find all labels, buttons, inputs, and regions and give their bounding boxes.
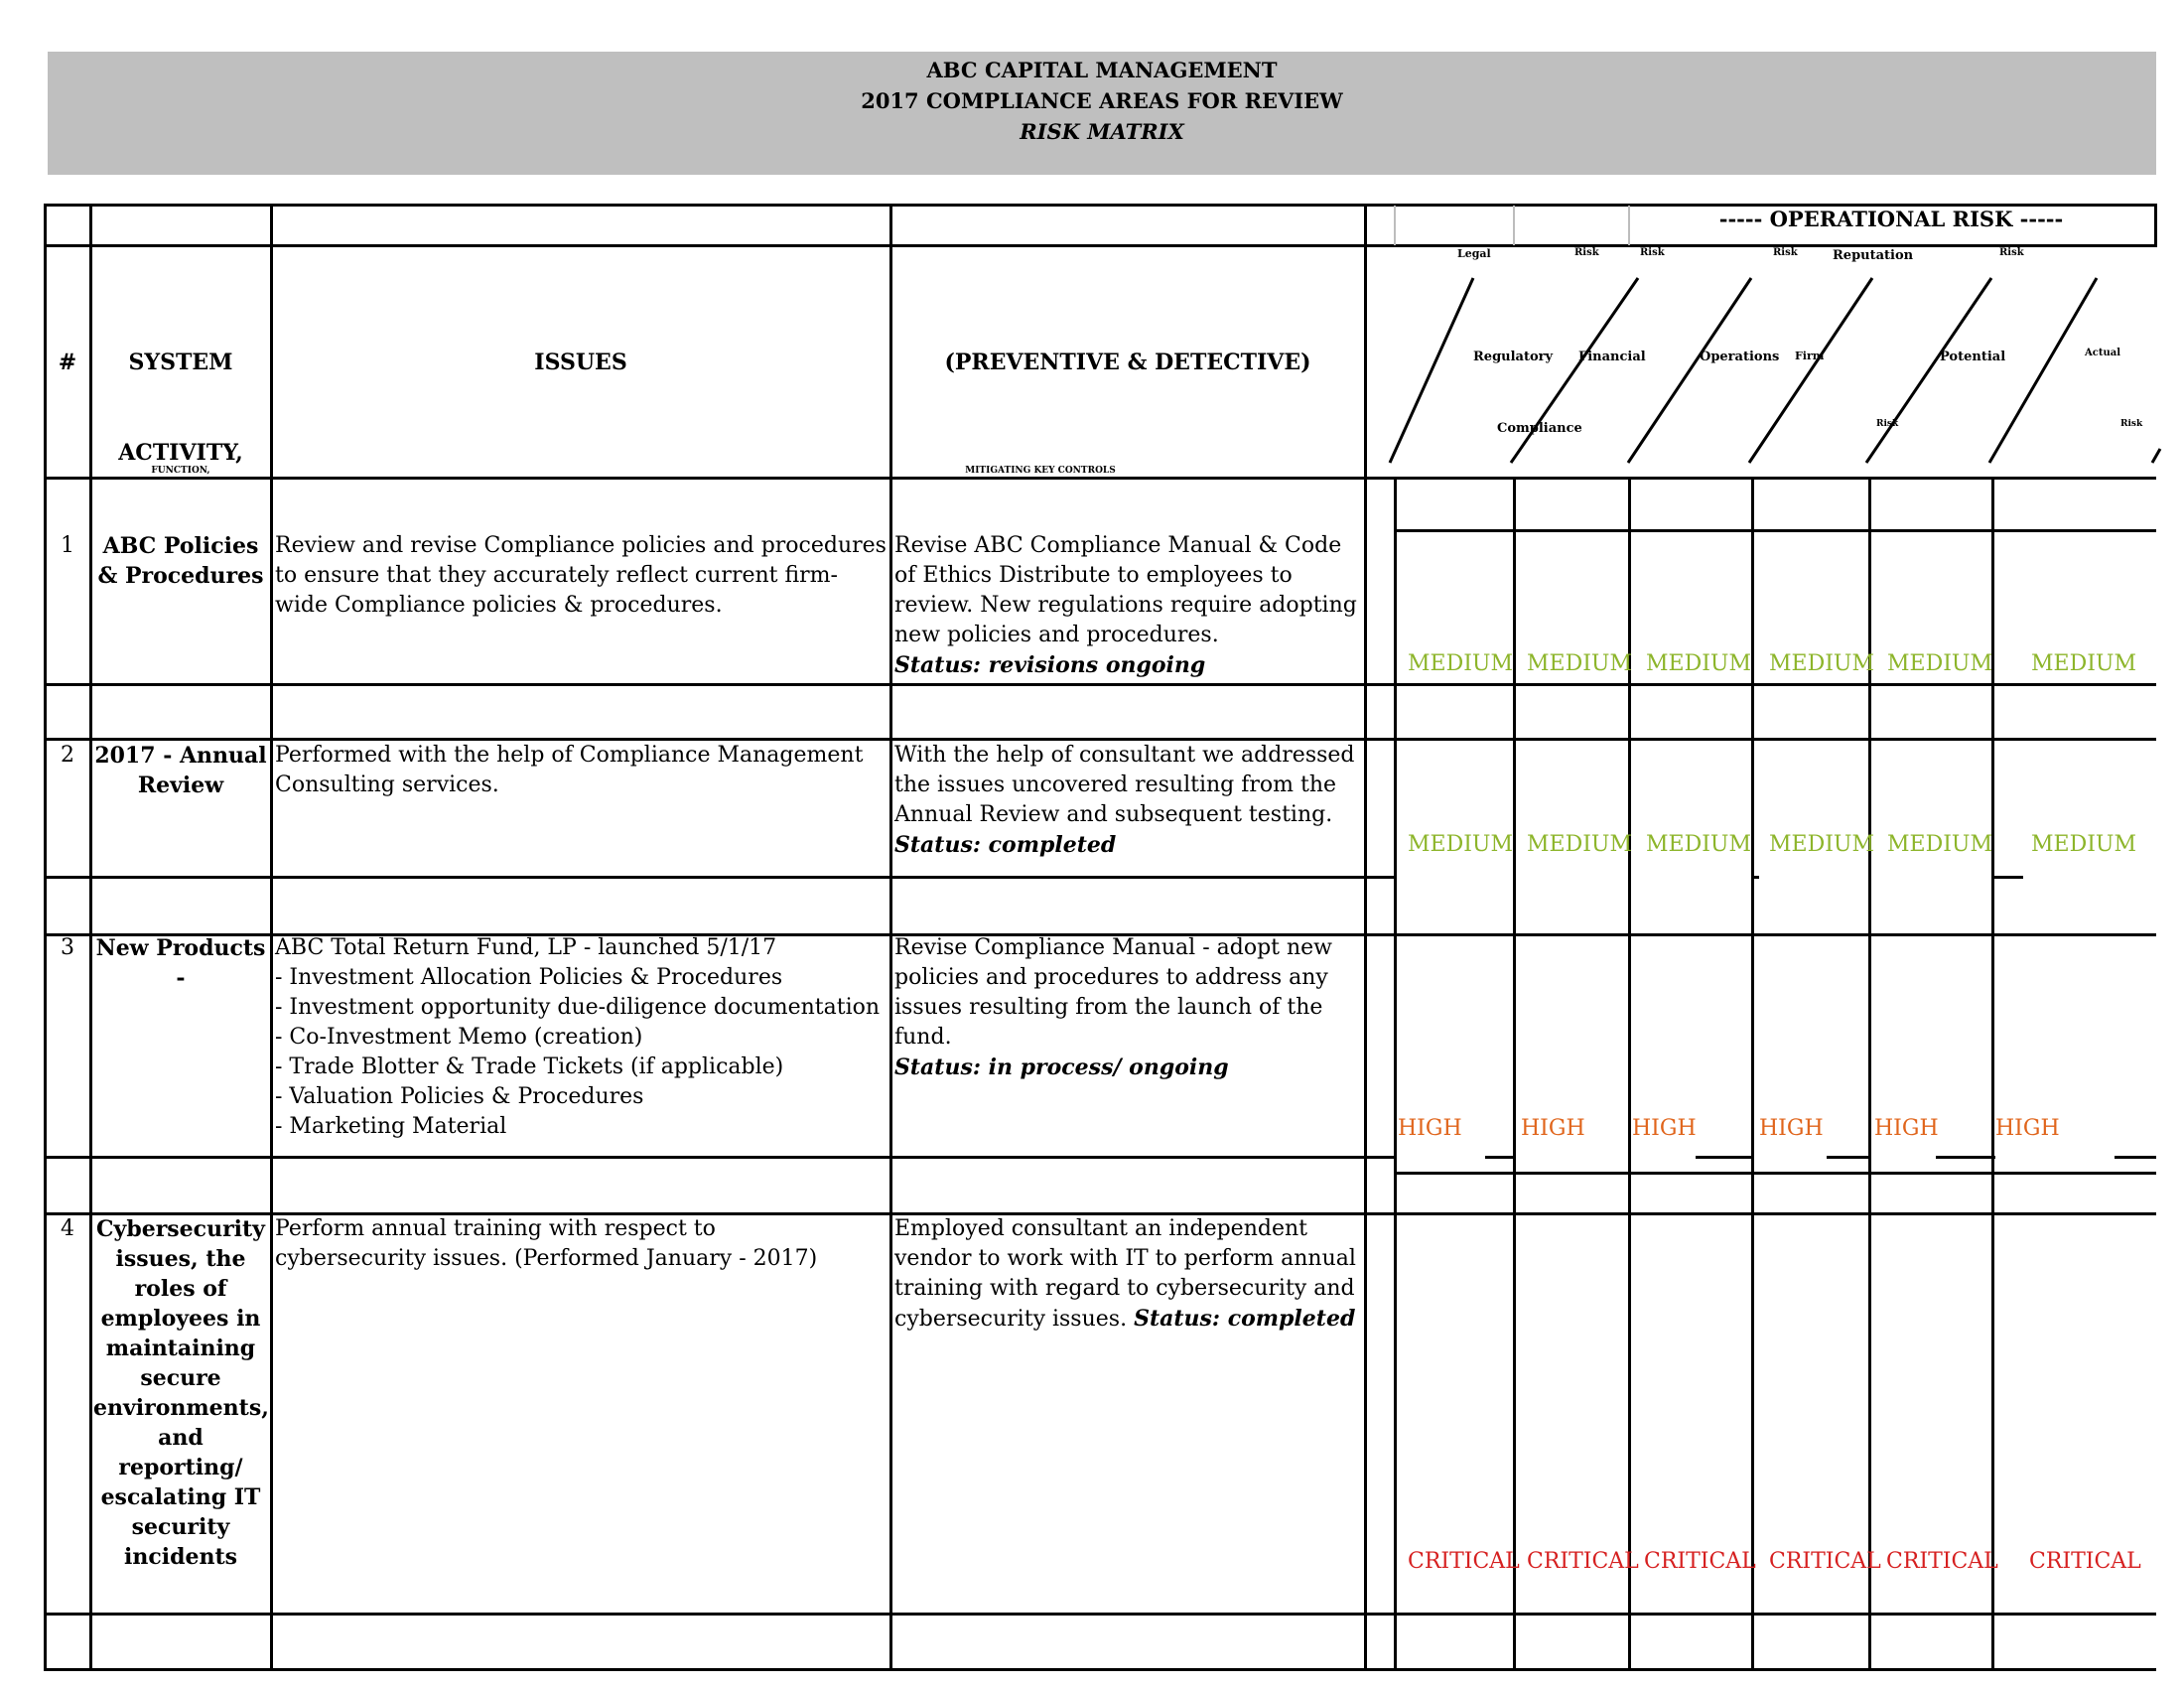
row-3-issue-line: - Investment opportunity due-diligence documentation [275, 995, 881, 1020]
row-4-risk-reputation: CRITICAL [1769, 1549, 1881, 1574]
row-3-issues [275, 933, 888, 1142]
row-3-issue-line: - Trade Blotter & Trade Tickets (if applicable) [275, 1055, 784, 1079]
row-2-risk-potential: MEDIUM [1887, 832, 1992, 857]
row-3-risk-financial: HIGH [1521, 1116, 1585, 1141]
document-subtitle: RISK MATRIX [1020, 119, 1184, 144]
row-1-risk-reputation: MEDIUM [1769, 651, 1874, 676]
risk-label-potential: Potential [1940, 350, 2006, 364]
risk-label-risk-5: Risk [1999, 247, 2024, 258]
row-3-risk-legal: HIGH [1398, 1116, 1462, 1141]
risk-label-operations: Operations [1700, 350, 1780, 364]
row-4-controls [894, 1214, 1361, 1335]
column-function-header: FUNCTION, [151, 466, 210, 476]
risk-label-risk-3: Risk [1773, 247, 1798, 258]
row-1-number: 1 [61, 533, 74, 558]
row-1-controls [894, 531, 1361, 681]
row-4-status: Status: completed [1134, 1306, 1356, 1332]
row-1-risk-potential: MEDIUM [1887, 651, 1992, 676]
row-1-risk-actual: MEDIUM [2031, 651, 2136, 676]
row-3-issue-line: - Marketing Material [275, 1114, 507, 1139]
diagonal-line [1989, 278, 2097, 463]
document-title: 2017 COMPLIANCE AREAS FOR REVIEW [861, 88, 1343, 113]
row-3-system: New Products - [95, 935, 266, 991]
row-2-system: 2017 - Annual Review [94, 743, 267, 798]
row-2-risk-operations: MEDIUM [1646, 832, 1751, 857]
row-4-risk-actual: CRITICAL [2029, 1549, 2141, 1574]
row-2-status: Status: completed [894, 832, 1117, 858]
row-1-status: Status: revisions ongoing [894, 652, 1206, 678]
row-1-controls-text: Revise ABC Compliance Manual & Code of Ethics Distribute to employees to review. New regulations require adopting new policies and procedures. [894, 533, 1357, 647]
row-4-controls-text: Employed consultant an independent vendor to work with IT to perform annual training with regard to cybersecurity and cybersecurity issues. [894, 1216, 1356, 1332]
risk-label-legal: Legal [1457, 247, 1491, 260]
diagonal-line [2152, 449, 2160, 463]
row-1-issues: Review and revise Compliance policies and procedures to ensure that they accurately reflect current firm-wide Compliance policies & procedures. [275, 533, 887, 618]
risk-label-compliance: Compliance [1497, 421, 1582, 436]
column-issues-header: ISSUES [534, 350, 627, 375]
risk-label-risk-2: Risk [1640, 247, 1665, 258]
row-3-risk-reputation: HIGH [1759, 1116, 1824, 1141]
row-4-system: Cybersecurity issues, the roles of employees in maintaining secure environments, and reporting/ escalating IT security incidents [93, 1216, 269, 1570]
row-2-number: 2 [61, 743, 74, 768]
row-2-controls [894, 741, 1361, 861]
row-4-risk-financial: CRITICAL [1527, 1549, 1639, 1574]
column-activity-header: ACTIVITY, [118, 440, 243, 466]
row-3-controls [894, 933, 1363, 1083]
operational-risk-header: ----- OPERATIONAL RISK ----- [1718, 207, 2064, 231]
row-4-risk-potential: CRITICAL [1886, 1549, 1998, 1574]
row-2-controls-text: With the help of consultant we addressed the issues uncovered resulting from the Annual Review and subsequent testing. [894, 743, 1355, 827]
company-name: ABC CAPITAL MANAGEMENT [926, 58, 1278, 82]
row-2-issues: Performed with the help of Compliance Management Consulting services. [275, 743, 864, 797]
risk-label-regulatory: Regulatory [1473, 350, 1554, 364]
row-3-status: Status: in process/ ongoing [894, 1055, 1229, 1080]
row-3-number: 3 [61, 935, 74, 960]
risk-label-firm: Firm [1795, 350, 1825, 362]
row-3-risk-actual: HIGH [1995, 1116, 2060, 1141]
risk-label-financial: Financial [1578, 350, 1646, 364]
row-2-risk-legal: MEDIUM [1408, 832, 1513, 857]
diagonal-line [1628, 278, 1751, 463]
row-3-issue-line: ABC Total Return Fund, LP - launched 5/1/17 [275, 935, 777, 960]
row-2-risk-financial: MEDIUM [1527, 832, 1632, 857]
row-2-risk-reputation: MEDIUM [1769, 832, 1874, 857]
diagonal-line [1749, 278, 1872, 463]
row-3-risk-operations: HIGH [1632, 1116, 1697, 1141]
row-3-controls-text: Revise Compliance Manual - adopt new policies and procedures to address any issues resulting from the launch of the fund. [894, 935, 1332, 1050]
row-1-risk-legal: MEDIUM [1408, 651, 1513, 676]
row-2-risk-actual: MEDIUM [2031, 832, 2136, 857]
risk-label-risk-1: Risk [1574, 247, 1599, 258]
row-3-issue-line: - Valuation Policies & Procedures [275, 1084, 644, 1109]
row-4-number: 4 [61, 1216, 74, 1241]
risk-label-actual: Actual [2085, 348, 2121, 358]
row-4-issues: Perform annual training with respect to cybersecurity issues. (Performed January - 2017) [275, 1216, 818, 1271]
row-3-issue-line: - Co-Investment Memo (creation) [275, 1025, 643, 1050]
row-1-risk-operations: MEDIUM [1646, 651, 1751, 676]
row-3-issue-line: - Investment Allocation Policies & Procedures [275, 965, 783, 990]
column-controls-subheader: MITIGATING KEY CONTROLS [965, 466, 1116, 476]
risk-label-risk-4: Risk [1876, 419, 1899, 429]
row-4-risk-operations: CRITICAL [1644, 1549, 1756, 1574]
diagonal-line [1390, 278, 1473, 463]
risk-label-risk-6: Risk [2120, 419, 2143, 429]
risk-label-reputation: Reputation [1833, 248, 1914, 263]
column-system-header: SYSTEM [128, 350, 233, 375]
row-1-system: ABC Policies & Procedures [97, 533, 264, 589]
column-controls-header: (PREVENTIVE & DETECTIVE) [944, 350, 1311, 375]
row-1-risk-financial: MEDIUM [1527, 651, 1632, 676]
row-3-risk-potential: HIGH [1874, 1116, 1939, 1141]
diagonal-line [1866, 278, 1991, 463]
column-number-header: # [58, 350, 77, 375]
row-4-risk-legal: CRITICAL [1408, 1549, 1520, 1574]
